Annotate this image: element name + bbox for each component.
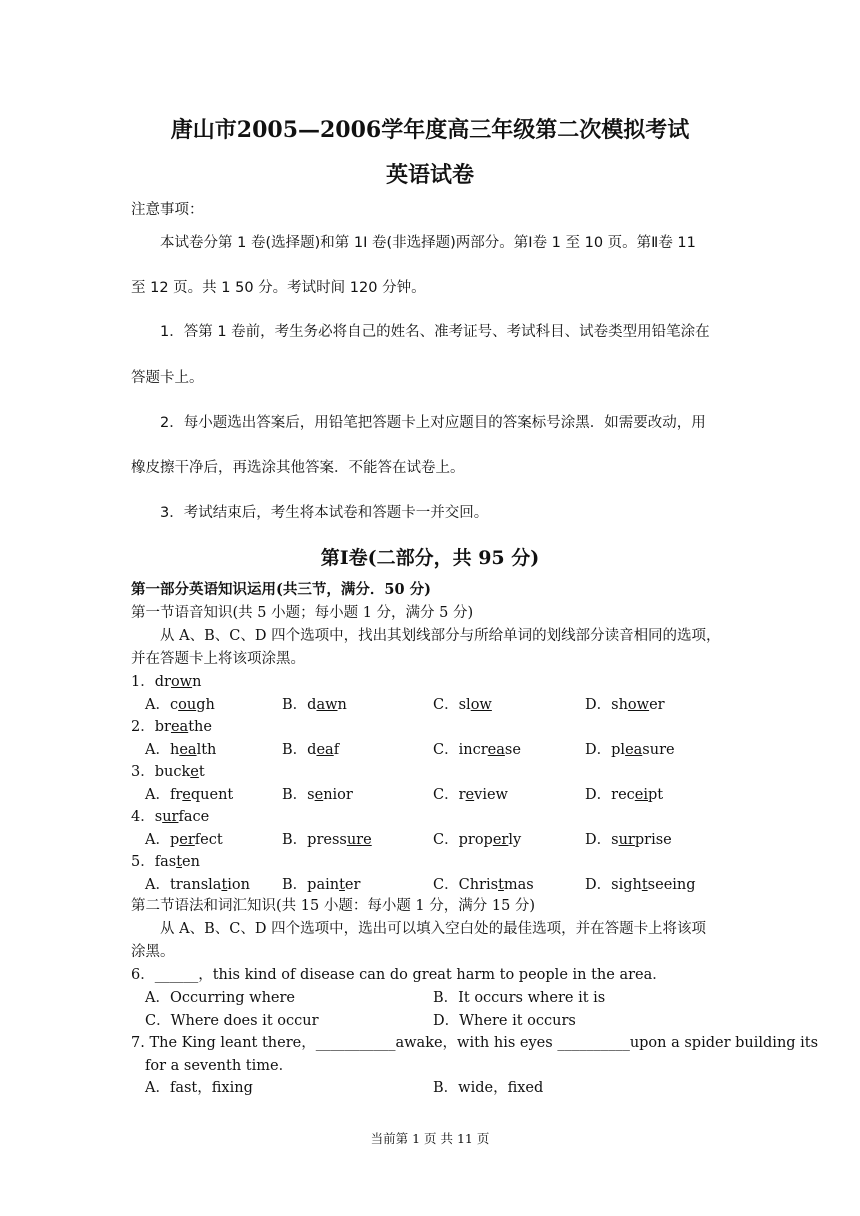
phonetics-question-2-option-d: D．pleasure [585,742,675,758]
page-subtitle: 英语试卷 [385,162,474,188]
phonetics-question-2-option-a: A．health [145,742,217,758]
notice-item2-line2: 橡皮擦干净后，再选涂其他答案．不能答在试卷上。 [131,460,465,476]
page-footer: 当前第 1 页 共 11 页 [370,1131,490,1146]
notice-label: 注意事项： [131,202,204,218]
phonetics-instruction-line2: 并在答题卡上将该项涂黑。 [131,651,305,667]
phonetics-question-4-option-d: D．surprise [585,832,672,848]
phonetics-question-3-option-a: A．frequent [145,787,234,803]
phonetics-question-4-option-c: C．properly [433,832,522,848]
notice-intro-line1: 本试卷分第 1 卷(选择题)和第 1I 卷(非选择题)两部分。第Ⅰ卷 1 至 10 页。第Ⅱ卷 11 [160,235,696,251]
phonetics-question-1-option-b: B．dawn [282,697,347,713]
phonetics-question-5-option-b: B．painter [282,877,361,893]
question-7-stem-line1: 7. The King leant there，___________awake，with his eyes __________upon a spider building its [131,1035,819,1051]
grammar-heading: 第二节语法和词汇知识(共 15 小题：每小题 1 分，满分 15 分) [131,898,536,914]
phonetics-question-1-option-c: C．slow [433,697,492,713]
phonetics-question-2-option-b: B．deaf [282,742,340,758]
page-title: 唐山市2005—2006学年度高三年级第二次模拟考试 [170,117,690,143]
phonetics-question-1-option-a: A．cough [145,697,215,713]
grammar-instruction-line1: 从 A、B、C、D 四个选项中，选出可以填入空白处的最佳选项，并在答题卡上将该项 [160,921,707,937]
phonetics-question-3: 3．bucket [131,764,205,780]
phonetics-heading: 第一节语音知识(共 5 小题；每小题 1 分，满分 5 分) [131,605,474,621]
notice-item1-line2: 答题卡上。 [131,370,204,386]
question-6-stem: 6．______，this kind of disease can do great harm to people in the area． [131,967,667,983]
section1-heading: 第Ⅰ卷(二部分，共 95 分) [320,547,540,569]
notice-intro-line2: 至 12 页。共 1 50 分。考试时间 120 分钟。 [131,280,426,296]
question-6-option-d: D．Where it occurs [433,1013,576,1029]
part1-heading: 第一部分英语知识运用(共三节，满分．50 分) [131,581,431,598]
phonetics-question-1: 1．drown [131,674,202,690]
question-6-option-a: A．Occurring where [145,990,296,1006]
grammar-instruction-line2: 涂黑。 [131,944,175,960]
phonetics-question-3-option-c: C．review [433,787,508,803]
question-6-option-c: C．Where does it occur [145,1013,319,1029]
phonetics-question-4-option-b: B．pressure [282,832,372,848]
question-7-option-b: B．wide，fixed [433,1080,544,1096]
phonetics-question-4: 4．surface [131,809,210,825]
phonetics-question-3-option-d: D．receipt [585,787,664,803]
phonetics-question-2: 2．breathe [131,719,212,735]
phonetics-question-1-option-d: D．shower [585,697,665,713]
phonetics-instruction-line1: 从 A、B、C、D 四个选项中，找出其划线部分与所给单词的划线部分读音相同的选项， [160,628,721,644]
notice-item3: 3．考试结束后，考生将本试卷和答题卡一并交回。 [160,505,489,521]
question-7-option-a: A．fast，fixing [145,1080,253,1096]
phonetics-question-5-option-a: A．translation [145,877,250,893]
phonetics-question-5-option-d: D．sightseeing [585,877,696,893]
phonetics-question-5: 5．fasten [131,854,200,870]
phonetics-question-3-option-b: B．senior [282,787,353,803]
phonetics-question-5-option-c: C．Christmas [433,877,534,893]
notice-item1-line1: 1．答第 1 卷前，考生务必将自己的姓名、准考证号、考试科目、试卷类型用铅笔涂在 [160,324,710,340]
question-7-stem-line2: for a seventh time． [145,1058,294,1074]
question-6-option-b: B．It occurs where it is [433,990,606,1006]
phonetics-question-2-option-c: C．increase [433,742,521,758]
notice-item2-line1: 2．每小题选出答案后，用铅笔把答题卡上对应题目的答案标号涂黑．如需要改动，用 [160,415,706,431]
phonetics-question-4-option-a: A．perfect [145,832,223,848]
